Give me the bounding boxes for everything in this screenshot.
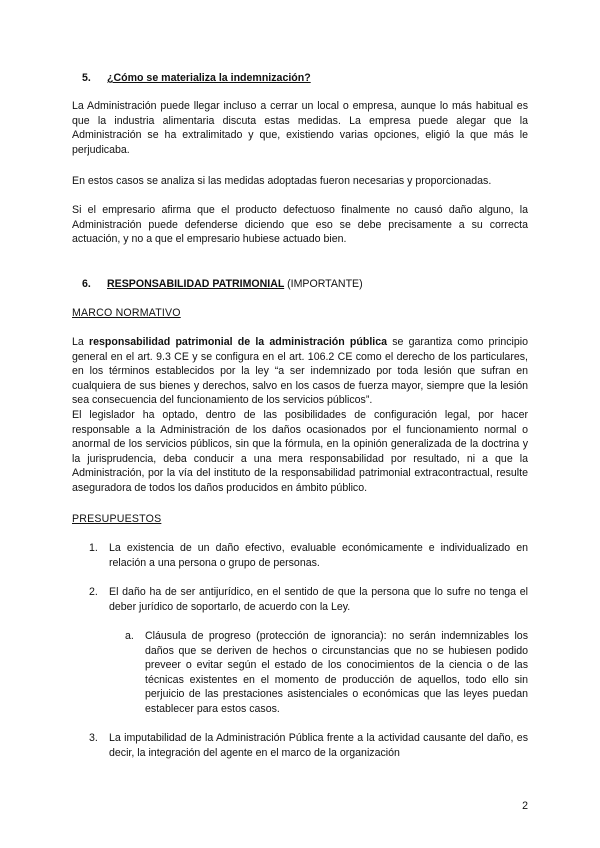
list-marker: 3. (89, 732, 98, 744)
marco-bold-term: responsabilidad patrimonial de la administración pública (89, 336, 388, 348)
paragraph: La Administración puede llegar incluso a cerrar un local o empresa, aunque lo más habitual es que la industria alimentaria discuta estas medidas. La empresa puede alegar que la Administración se ha extralimitado y que, existiendo varias opciones, eligió la que más le perjudicaba. (72, 100, 528, 156)
list-marker: 1. (89, 542, 98, 554)
marco-normativo-label: MARCO NORMATIVO (72, 307, 181, 319)
list-marker: 2. (89, 586, 98, 598)
section-6-title: RESPONSABILIDAD PATRIMONIAL (107, 278, 285, 290)
page-number: 2 (522, 800, 528, 812)
marco-paragraph-2: El legislador ha optado, dentro de las posibilidades de configuración legal, por hacer responsable a la Administración de los daños ocasionados por el funcionamiento normal o anormal de los servicios públicos, sin que la fórmula, en la opinión generalizada de la doctrina y la jurisprudencia, deba conducir a una mera responsabilidad por resultado, ni a que la Administración, por la vía del instituto de la responsabilidad patrimonial extracontractual, resulte aseguradora de todos los daños producidos en ámbito público. (72, 409, 528, 494)
section-5-heading (82, 71, 311, 86)
list-item-text: Cláusula de progreso (protección de ignorancia): no serán indemnizables los daños que se deriven de hechos o circunstancias que no se hubiesen podido preveer o evitar según el estado de los conocimientos de la ciencia o de las técnicas existentes en el momento de producción de aquellos, todo ello sin perjuicio de las prestaciones asistenciales o económicas que las leyes puedan establecer para estos casos. (145, 630, 528, 715)
section-6-heading (82, 277, 363, 292)
paragraph: En estos casos se analiza si las medidas adoptadas fueron necesarias y proporcionadas. (72, 175, 492, 187)
list-item (89, 541, 528, 570)
list-marker: a. (125, 630, 134, 642)
section-5-number: 5. (82, 72, 91, 84)
list-item-text: La existencia de un daño efectivo, evaluable económicamente e individualizado en relación a una persona o grupo de personas. (109, 542, 528, 569)
section-6-title-note: (IMPORTANTE) (287, 278, 363, 290)
list-item (89, 731, 528, 760)
section-5-title: ¿Cómo se materializa la indemnización? (107, 72, 311, 84)
presupuestos-label: PRESUPUESTOS (72, 513, 162, 525)
marco-paragraph-1 (72, 335, 528, 408)
marco-p1-before: La (72, 336, 84, 348)
list-item-text: El daño ha de ser antijurídico, en el sentido de que la persona que lo sufre no tenga el deber jurídico de soportarlo, de acuerdo con la Ley. (109, 586, 528, 613)
list-item-text: La imputabilidad de la Administración Pública frente a la actividad causante del daño, es decir, la integración del agente en el marco de la organización (109, 732, 528, 759)
paragraph: Si el empresario afirma que el producto defectuoso finalmente no causó daño alguno, la Administración puede defenderse diciendo que eso se debe precisamente a su correcta actuación, y no a que el empresario hubiese actuado bien. (72, 204, 528, 246)
marco-p1-after: se garantiza como principio general en el art. 9.3 CE y se configura en el art. 106.2 CE como el derecho de los particulares, en los términos establecidos por la ley “a ser indemnizado por toda lesión que sufran en cualquiera de sus bienes y derechos, salvo en los casos de fuerza mayor, siempre que la lesión sea consecuencia del funcionamiento de los servicios públicos”. (72, 336, 528, 407)
section-6-number: 6. (82, 278, 91, 290)
list-item (125, 629, 528, 717)
list-item (89, 585, 528, 614)
